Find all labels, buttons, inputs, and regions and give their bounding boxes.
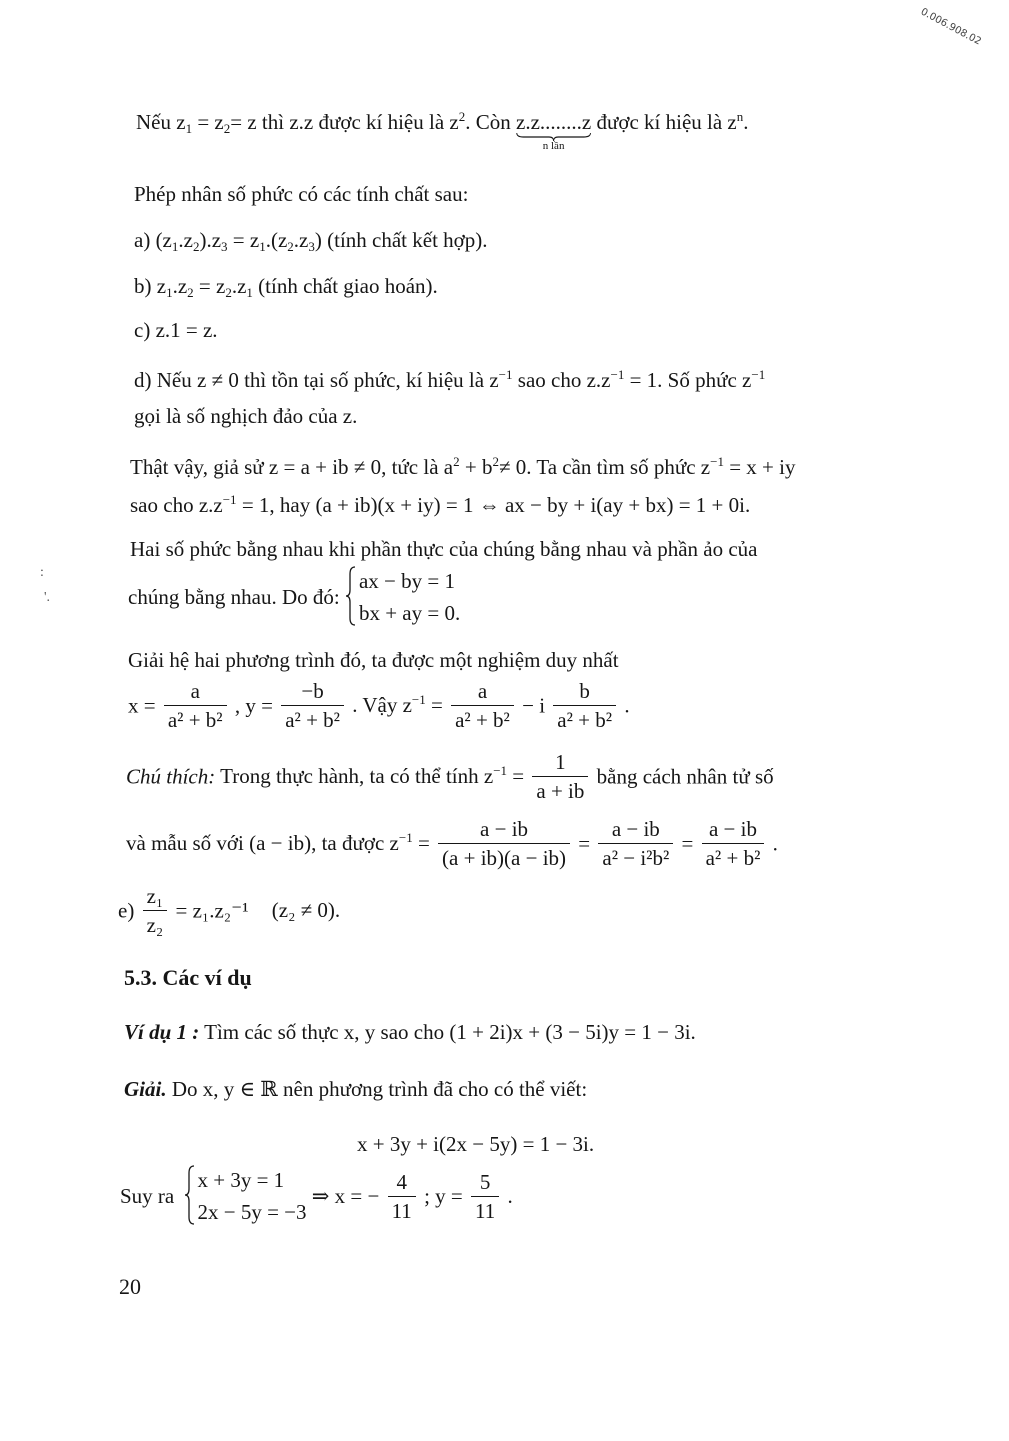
prop-d-line1: d) Nếu z ≠ 0 thì tồn tại số phức, kí hiệu là $z^{-1}$ sao cho $z.z^{-1} = 1$. Số phức $z^{-1}$ <box>134 367 766 392</box>
section-heading: 5.3. Các ví dụ <box>124 965 252 990</box>
proof-solution: x = $\frac{a}{\text{a² + b²}}$ , y = $\frac{-b}{\text{a² + b²}}$ . Vậy $z^{-1}$ = $\frac{a}{\text{a² + b²}}$ − i $\frac{b}{\text{a² + b²}}$ . <box>128 679 630 733</box>
proof-line3: Hai số phức bằng nhau khi phần thực của chúng bằng nhau và phần ảo của <box>130 537 758 561</box>
proof-system-line: chúng bằng nhau. Do đó: ax − by = 1 bx + ay = 0. <box>128 566 460 629</box>
margin-mark: : <box>40 565 44 580</box>
stamp-mark <box>912 6 983 58</box>
solution-intro: Giải. Do x, y ∈ ℝ nên phương trình đã cho có thể viết: <box>124 1077 588 1101</box>
margin-mark: '. <box>44 590 51 605</box>
underbrace-label: n lần <box>542 140 565 152</box>
props-intro: Phép nhân số phức có các tính chất sau: <box>134 182 469 206</box>
note-label: Chú thích: <box>126 764 216 789</box>
note-line1: Chú thích: Trong thực hành, ta có thể tính $z^{-1}$ = $\frac{1}{a + ib}$ bằng cách nhân tử số <box>126 750 774 804</box>
example-1: Ví dụ 1 : Tìm các số thực x, y sao cho (1 + 2i)x + (3 − 5i)y = 1 − 3i. <box>124 1020 696 1044</box>
equation-system: ax − by = 1 bx + ay = 0. <box>345 566 460 629</box>
proof-line5: Giải hệ hai phương trình đó, ta được một nghiệm duy nhất <box>128 648 619 672</box>
center-equation: x + 3y + i(2x − 5y) = 1 − 3i. <box>357 1132 595 1156</box>
para-z-power: Nếu $z_1 = z_2= z$ thì z.z được kí hiệu là $z^2$. Còn z.z........z n lần được kí hiệu là $z^n$. <box>136 109 749 152</box>
prop-d-line2: gọi là số nghịch đảo của z. <box>134 404 358 428</box>
prop-b: b) $z_1.z_2 = z_2.z_1$ (tính chất giao hoán). <box>134 274 438 300</box>
prop-a: a) $(z_1.z_2).z_3 = z_1.(z_2.z_3)$ (tính chất kết hợp). <box>134 228 488 254</box>
solution-label: Giải. <box>124 1077 167 1101</box>
equation-system: x + 3y = 1 2x − 5y = −3 <box>184 1165 307 1228</box>
note-line2: và mẫu số với (a − ib), ta được $z^{-1}$ = $\frac{a - ib}{(a + ib)(a - ib)}$ = $\frac{a - ib}{\text{a² − i²b²}}$ = $\frac{a - ib}{\text{a² + b²}}$ . <box>126 817 778 871</box>
stamp <box>912 6 983 58</box>
prop-c: c) z.1 = z. <box>134 318 218 342</box>
proof-line1: Thật vậy, giả sử z = a + ib ≠ 0, tức là $a^2 + b^2\ne 0$. Ta cần tìm số phức $z^{-1} = x$ + iy <box>130 454 796 479</box>
prop-e: e) $\frac{\text{z₁}}{\text{z₂}}$ = z₁.z₂⁻¹ (z₂ ≠ 0). <box>118 884 341 938</box>
left-brace-icon <box>184 1165 196 1225</box>
page-number: 20 <box>119 1274 141 1299</box>
stamp-text: 0.006.908.02 <box>918 6 983 48</box>
example-label: Ví dụ 1 : <box>124 1020 200 1044</box>
proof-line2: sao cho $z.z^{-1} = 1$, hay (a + ib)(x + iy) = 1 ⇔ ax − by + i(ay + bx) = 1 + 0i. <box>130 492 751 517</box>
suy-ra-line: Suy ra x + 3y = 1 2x − 5y = −3 ⇒ x = − $\frac{4}{11}$ ; y = $\frac{5}{11}$ . <box>120 1165 513 1228</box>
underbrace-group: z.z........z n lần <box>516 110 592 152</box>
left-brace-icon <box>345 566 357 626</box>
